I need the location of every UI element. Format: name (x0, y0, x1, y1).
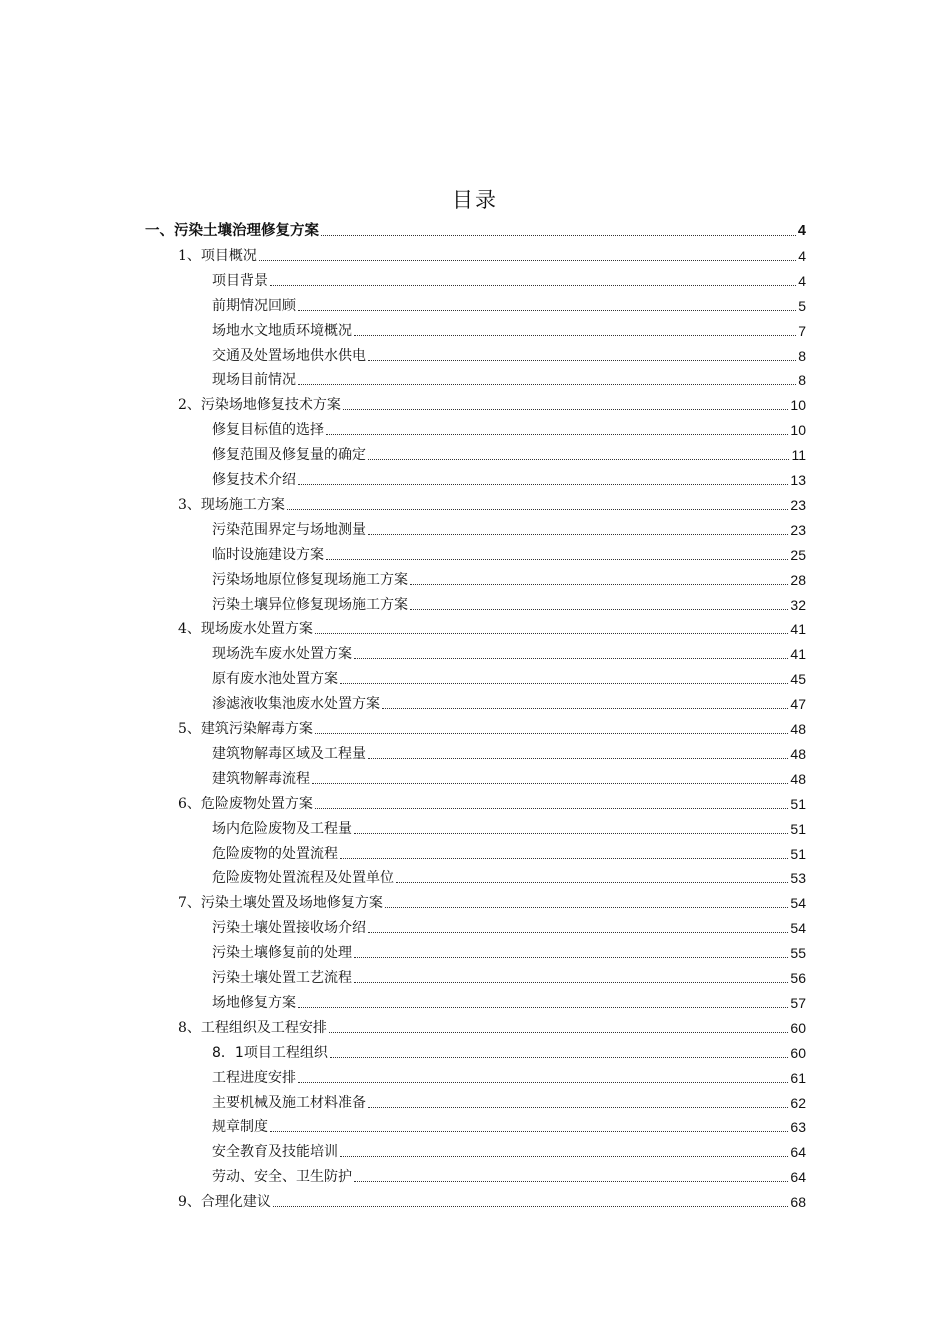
toc-entry[interactable] (178, 240, 806, 265)
toc-entry[interactable] (178, 788, 806, 813)
toc-entry[interactable] (212, 688, 806, 713)
toc-dot-leader (368, 932, 788, 933)
toc-entry-label: 9、合理化建议 (178, 1194, 271, 1211)
toc-entry[interactable] (212, 315, 806, 340)
toc-entry-page: 62 (790, 1094, 806, 1111)
toc-entry-label: 6、危险废物处置方案 (178, 795, 313, 812)
toc-entry-label: 原有废水池处置方案 (212, 671, 338, 688)
toc-entry[interactable] (212, 564, 806, 589)
toc-dot-leader (340, 1156, 788, 1157)
toc-entry-page: 7 (798, 322, 806, 339)
toc-entry-label: 规章制度 (212, 1119, 268, 1136)
toc-entry[interactable] (178, 1186, 806, 1211)
toc-entry-page: 32 (790, 596, 806, 613)
toc-entry[interactable] (178, 389, 806, 414)
toc-entry-page: 61 (790, 1069, 806, 1086)
toc-entry-label: 7、污染土壤处置及场地修复方案 (178, 895, 383, 912)
toc-dot-leader (354, 335, 796, 336)
toc-entry-label: 修复目标值的选择 (212, 422, 324, 439)
toc-entry-label: 修复范围及修复量的确定 (212, 447, 366, 464)
toc-entry-label: 场地修复方案 (212, 994, 296, 1011)
toc-entry-label: 现场目前情况 (212, 372, 296, 389)
toc-dot-leader (326, 434, 788, 435)
toc-entry[interactable] (212, 937, 806, 962)
toc-dot-leader (315, 733, 789, 734)
toc-entry-page: 13 (790, 472, 806, 488)
toc-entry[interactable] (212, 638, 806, 663)
toc-entry-label: 项目背景 (212, 272, 268, 289)
toc-entry-label: 危险废物处置流程及处置单位 (212, 870, 394, 887)
toc-entry-page: 48 (790, 721, 806, 737)
toc-dot-leader (410, 584, 788, 585)
toc-dot-leader (273, 1206, 789, 1207)
toc-entry[interactable] (212, 987, 806, 1012)
toc-dot-leader (329, 1032, 789, 1033)
toc-entry-page: 56 (790, 970, 806, 986)
toc-dot-leader (298, 310, 796, 311)
toc-dot-leader (368, 534, 788, 535)
toc-entry[interactable] (212, 813, 806, 838)
toc-dot-leader (298, 484, 788, 485)
toc-entry[interactable] (145, 215, 806, 240)
toc-dot-leader (368, 1107, 788, 1108)
toc-entry-page: 5 (798, 297, 806, 314)
toc-entry-label: 一、污染土壤治理修复方案 (145, 223, 319, 239)
toc-entry-page: 53 (790, 870, 806, 887)
toc-entry-page: 47 (790, 696, 806, 713)
toc-entry[interactable] (212, 1087, 806, 1112)
toc-entry-label: 污染土壤处置接收场介绍 (212, 920, 366, 937)
toc-entry-label: 污染场地原位修复现场施工方案 (212, 571, 408, 588)
toc-dot-leader (312, 783, 788, 784)
toc-entry[interactable] (212, 290, 806, 315)
toc-title: 目录 (452, 188, 498, 212)
toc-dot-leader (270, 1131, 788, 1132)
toc-dot-leader (326, 559, 788, 560)
toc-entry[interactable] (178, 613, 806, 638)
toc-dot-leader (298, 1082, 788, 1083)
toc-entry-label: 危险废物的处置流程 (212, 845, 338, 862)
toc-entry-page: 4 (797, 223, 806, 239)
toc-dot-leader (410, 609, 788, 610)
toc-entry-page: 10 (790, 422, 806, 439)
toc-entry-page: 4 (798, 247, 806, 264)
toc-dot-leader (270, 285, 796, 286)
toc-dot-leader (382, 708, 788, 709)
toc-entry-page: 64 (790, 1169, 806, 1186)
toc-entry[interactable] (212, 364, 806, 389)
toc-entry[interactable] (212, 1111, 806, 1136)
toc-entry[interactable] (212, 414, 806, 439)
toc-entry-label: 场内危险废物及工程量 (212, 820, 352, 837)
toc-entry-label: 污染土壤处置工艺流程 (212, 970, 352, 986)
toc-dot-leader (315, 633, 789, 634)
toc-dot-leader (259, 260, 796, 261)
toc-entry-label: 场地水文地质环境概况 (212, 322, 352, 339)
toc-entry-label: 污染土壤异位修复现场施工方案 (212, 596, 408, 613)
toc-entry-page: 4 (798, 272, 806, 289)
toc-dot-leader (354, 833, 788, 834)
toc-entry[interactable] (212, 862, 806, 887)
toc-entry-page: 11 (791, 447, 806, 464)
toc-dot-leader (396, 882, 788, 883)
toc-dot-leader (343, 409, 789, 410)
toc-entry[interactable] (178, 713, 806, 738)
toc-entry-label: 5、建筑污染解毒方案 (178, 721, 313, 737)
toc-entry-label: 工程进度安排 (212, 1069, 296, 1086)
toc-entry-label: 渗滤液收集池废水处置方案 (212, 696, 380, 713)
toc-entry-page: 25 (790, 546, 806, 563)
toc-entry-label: 前期情况回顾 (212, 297, 296, 314)
toc-entry-label: 安全教育及技能培训 (212, 1144, 338, 1161)
toc-dot-leader (354, 957, 788, 958)
toc-entry-page: 54 (790, 895, 806, 912)
toc-entry-label: 交通及处置场地供水供电 (212, 347, 366, 364)
toc-entry[interactable] (212, 514, 806, 539)
toc-entry-label: 建筑物解毒区域及工程量 (212, 745, 366, 762)
toc-entry-page: 64 (790, 1144, 806, 1161)
toc-entry[interactable] (212, 663, 806, 688)
toc-entry-label: 污染土壤修复前的处理 (212, 945, 352, 962)
toc-entry-page: 23 (790, 521, 806, 538)
toc-entry-label: 建筑物解毒流程 (212, 770, 310, 787)
toc-entry-label: 临时设施建设方案 (212, 546, 324, 563)
toc-entry-label: 1、项目概况 (178, 247, 257, 264)
toc-dot-leader (315, 808, 789, 809)
toc-entry[interactable] (212, 439, 806, 464)
toc-entry[interactable] (178, 489, 806, 514)
toc-entry-page: 10 (790, 397, 806, 414)
toc-entry-page: 28 (790, 571, 806, 588)
toc-dot-leader (340, 683, 788, 684)
toc-entry-label: 4、现场废水处置方案 (178, 621, 313, 638)
toc-entry[interactable] (212, 838, 806, 863)
toc-entry[interactable] (212, 763, 806, 788)
toc-entry-page: 48 (790, 745, 806, 762)
toc-entry-page: 41 (790, 646, 806, 663)
toc-entry[interactable] (212, 962, 806, 987)
toc-entry[interactable] (212, 539, 806, 564)
toc-dot-leader (330, 1057, 789, 1058)
toc-entry-label: 修复技术介绍 (212, 472, 296, 488)
toc-entry-page: 63 (790, 1119, 806, 1136)
toc-dot-leader (385, 907, 789, 908)
toc-entry-page: 41 (790, 621, 806, 638)
toc-entry-label: 劳动、安全、卫生防护 (212, 1169, 352, 1186)
toc-entry-page: 60 (790, 1044, 806, 1061)
toc-dot-leader (298, 384, 796, 385)
toc-entry-page: 8 (798, 347, 806, 364)
toc-entry[interactable] (212, 464, 806, 489)
toc-dot-leader (354, 1181, 788, 1182)
toc-entry-page: 57 (790, 994, 806, 1011)
toc-dot-leader (354, 982, 788, 983)
toc-dot-leader (340, 858, 788, 859)
toc-entry[interactable] (212, 589, 806, 614)
toc-dot-leader (368, 758, 788, 759)
toc-entry[interactable] (212, 1037, 806, 1062)
toc-entry[interactable] (212, 340, 806, 365)
toc-entry-page: 23 (790, 496, 806, 513)
toc-entry-label: 3、现场施工方案 (178, 496, 285, 513)
toc-dot-leader (298, 1007, 788, 1008)
toc-entry-label: 现场洗车废水处置方案 (212, 646, 352, 663)
toc-entry[interactable] (212, 1062, 806, 1087)
toc-entry-label: 8．1项目工程组织 (212, 1044, 328, 1061)
toc-entry-page: 51 (790, 845, 806, 862)
toc-entry-page: 55 (790, 945, 806, 962)
toc-entry-page: 51 (790, 820, 806, 837)
toc-entry-label: 8、工程组织及工程安排 (178, 1019, 327, 1036)
toc-dot-leader (368, 459, 789, 460)
toc-entry[interactable] (178, 887, 806, 912)
toc-entry[interactable] (212, 1136, 806, 1161)
toc-entry-page: 51 (790, 795, 806, 812)
toc-entry-page: 8 (798, 372, 806, 389)
toc-dot-leader (287, 509, 789, 510)
toc-entry-label: 主要机械及施工材料准备 (212, 1094, 366, 1111)
toc-dot-leader (354, 658, 788, 659)
toc-entry-page: 45 (790, 671, 806, 688)
toc-entry[interactable] (212, 265, 806, 290)
toc-dot-leader (321, 235, 796, 236)
toc-entry[interactable] (212, 738, 806, 763)
toc-entry-label: 污染范围界定与场地测量 (212, 521, 366, 538)
toc-entry-label: 2、污染场地修复技术方案 (178, 397, 341, 414)
toc-entry-page: 60 (790, 1019, 806, 1036)
toc-entry[interactable] (212, 1161, 806, 1186)
toc-entry-page: 68 (790, 1194, 806, 1211)
toc-dot-leader (368, 360, 796, 361)
toc-entry-page: 48 (790, 770, 806, 787)
toc-entry[interactable] (212, 912, 806, 937)
toc-entry-page: 54 (790, 920, 806, 937)
toc-entry[interactable] (178, 1012, 806, 1037)
